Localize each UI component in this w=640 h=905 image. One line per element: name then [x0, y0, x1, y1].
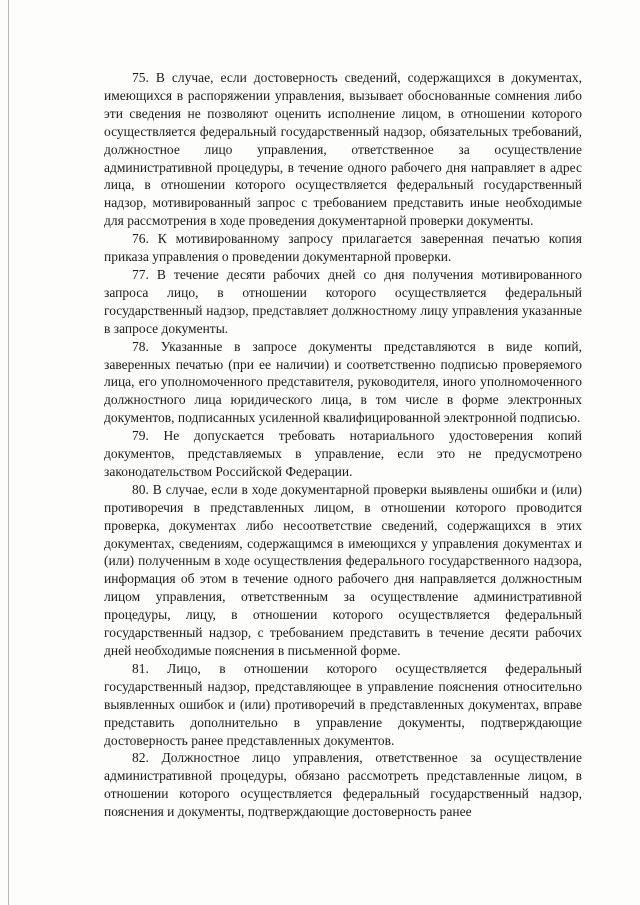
paragraph-79: 79. Не допускается требовать нотариального удостоверения копий документов, представляемых в управление, если это не предусмотрено законодательством Российской Федерации.: [104, 428, 582, 479]
paragraph-80: 80. В случае, если в ходе документарной проверки выявлены ошибки и (или) противоречия в представленных лицом, в отношении которого проводится проверка, документах либо несоответствие сведений, содержащихся в этих документах, сведениям, содержащимся в имеющихся у управления документах и (или) полученным в ходе осуществления федерального государственного надзора, информация об этом в течение одного рабочего дня направляется должностным лицом управления, ответственным за осуществление административной процедуры, лицу, в отношении которого осуществляется федеральный государственный надзор, с требованием представить в течение десяти рабочих дней необходимые пояснения в письменной форме.: [104, 481, 582, 658]
paragraph-77: 77. В течение десяти рабочих дней со дня получения мотивированного запроса лицо, в отношении которого осуществляется федеральный государственный надзор, представляет должностному лицу управления указанные в запросе документы.: [104, 266, 582, 336]
paragraph-76: 76. К мотивированному запросу прилагается заверенная печатью копия приказа управления о проведении документарной проверки.: [104, 231, 582, 265]
paragraph-78: 78. Указанные в запросе документы представляются в виде копий, заверенных печатью (при ее наличии) и соответственно подписью проверяемого лица, его уполномоченного представителя, руководителя, иного уполномоченного должностного лица юридического лица, в том числе в форме электронных документов, подписанных усиленной квалифицированной электронной подписью.: [104, 338, 582, 426]
paragraph-81: 81. Лицо, в отношении которого осуществляется федеральный государственный надзор, представляющее в управление пояснения относительно выявленных ошибок и (или) противоречий в представленных документах, вправе представить дополнительно в управление документы, подтверждающие достоверность ранее представленных документов.: [104, 660, 582, 748]
scan-edge-line: [8, 0, 9, 905]
paragraph-82: 82. Должностное лицо управления, ответственное за осуществление административной процедуры, обязано рассмотреть представленные лицом, в отношении которого осуществляется федеральный государственный надзор, пояснения и документы, подтверждающие достоверность ранее: [104, 750, 582, 820]
paragraph-75: 75. В случае, если достоверность сведений, содержащихся в документах, имеющихся в распоряжении управления, вызывает обоснованные сомнения либо эти сведения не позволяют оценить исполнение лицом, в отношении которого осуществляется федеральный государственный надзор, обязательных требований, должностное лицо управления, ответственное за осуществление административной процедуры, в течение одного рабочего дня направляет в адрес лица, в отношении которого осуществляется федеральный государственный надзор, мотивированный запрос с требованием представить иные необходимые для рассмотрения в ходе проведения документарной проверки документы.: [104, 70, 582, 229]
document-body: [104, 69, 582, 821]
